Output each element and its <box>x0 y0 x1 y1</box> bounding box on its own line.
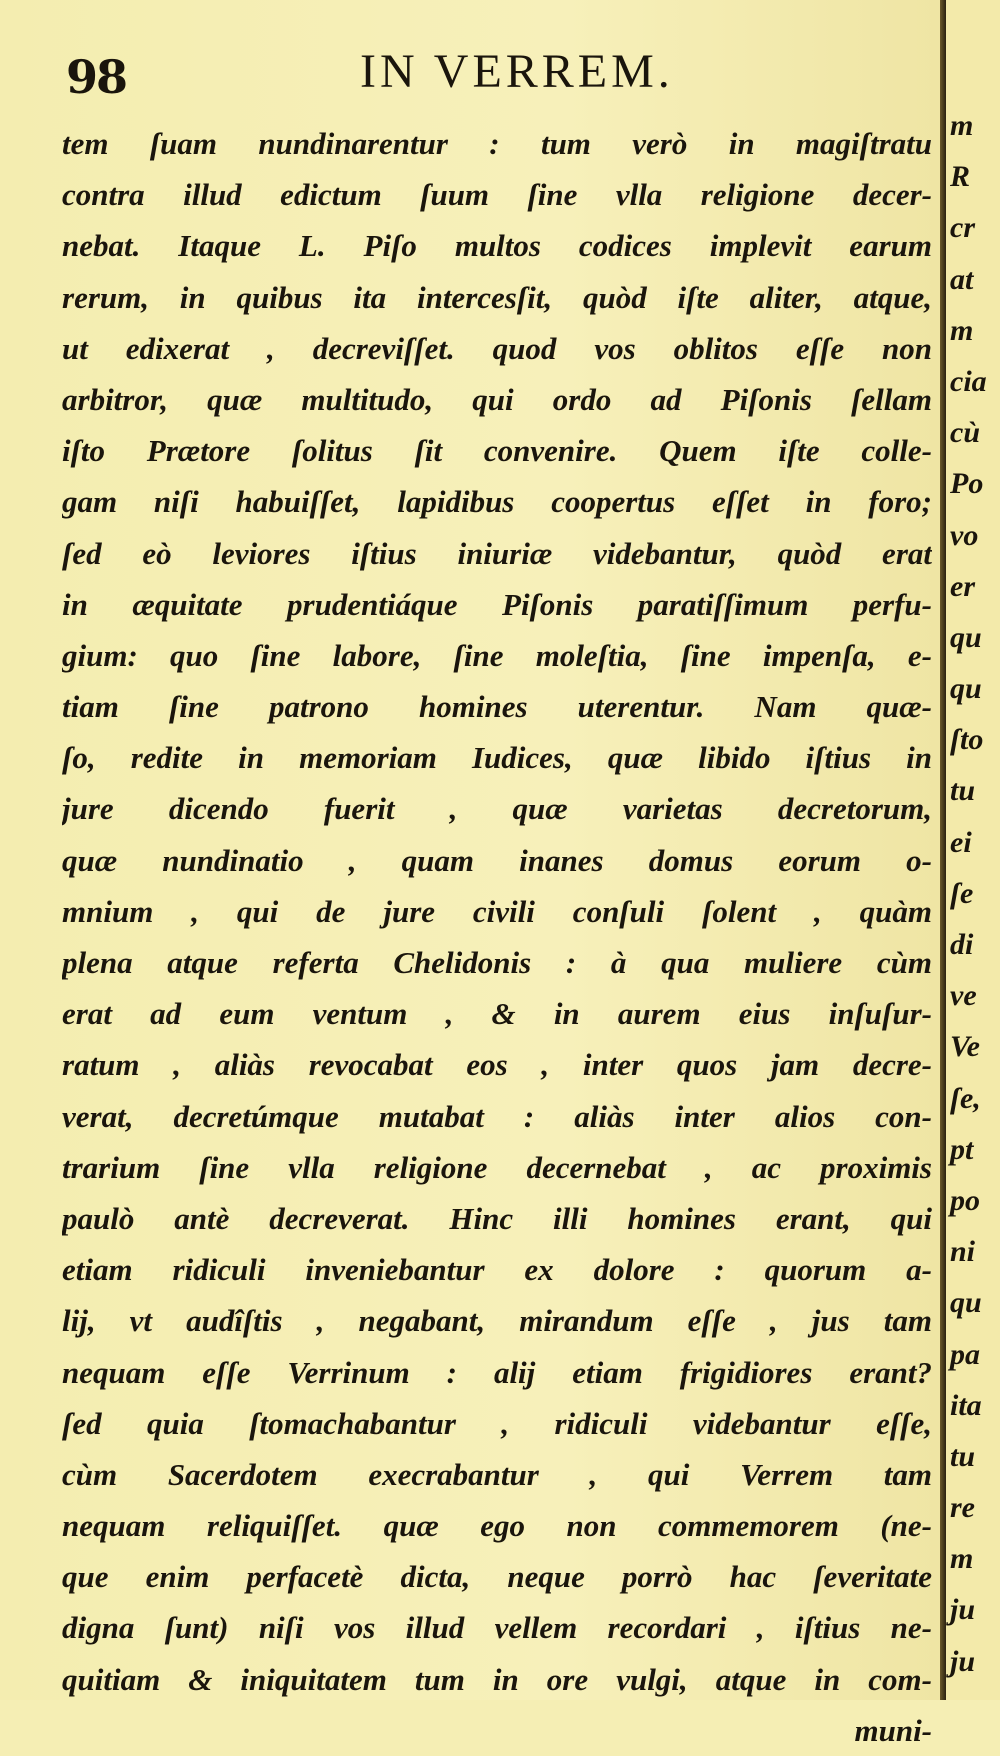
facing-page-fragment: pt <box>950 1132 974 1166</box>
facing-page-fragment: cia <box>950 364 987 398</box>
text-line: jure dicendo fuerit , quæ varietas decretorum, <box>62 791 932 827</box>
facing-page-fragment: m <box>950 1542 974 1576</box>
text-line: tiam ſine patrono homines uterentur. Nam quæ- <box>62 689 932 725</box>
page-header <box>60 40 930 110</box>
facing-page-fragment: R <box>950 160 971 194</box>
facing-page-fragment: at <box>950 262 974 296</box>
text-line: arbitror, quæ multitudo, qui ordo ad Piſonis ſellam <box>62 381 932 417</box>
body-text <box>62 118 932 1756</box>
text-line: mnium , qui de jure civili conſuli ſolent , quàm <box>62 893 932 929</box>
text-line: tem ſuam nundinarentur : tum verò in magiſtratu <box>62 126 932 161</box>
facing-page-fragment: po <box>950 1183 980 1217</box>
text-line: ſo, redite in memoriam Iudices, quæ libido iſtius in <box>62 740 932 776</box>
facing-page-fragment: re <box>950 1491 975 1525</box>
text-line: erat ad eum ventum , & in aurem eius inſuſur- <box>62 996 932 1032</box>
facing-page-fragment: m <box>950 109 974 142</box>
facing-page-fragment: cù <box>950 416 980 450</box>
facing-page-fragment: Ve <box>950 1030 980 1064</box>
facing-page-fragment: Po <box>950 467 984 501</box>
facing-page-fragment: vo <box>950 518 979 552</box>
text-line: nequam reliquiſſet. quæ ego non commemorem (ne- <box>62 1508 932 1544</box>
text-line: ſed eò leviores iſtius iniuriæ videbantur, quòd erat <box>62 535 932 571</box>
facing-page-fragment: ita <box>950 1388 982 1422</box>
text-line: in æquitate prudentiáque Piſonis paratiſſimum perfu- <box>62 586 932 622</box>
facing-page-fragment: ſe, <box>950 1081 981 1115</box>
facing-page-fragment: di <box>950 928 974 961</box>
text-line: gam niſi habuiſſet, lapidibus coopertus eſſet in foro; <box>62 484 932 520</box>
text-line: ratum , aliàs revocabat eos , inter quos jam decre- <box>62 1047 932 1083</box>
facing-page-fragment: ju <box>950 1644 976 1678</box>
text-line: quitiam & iniquitatem tum in ore vulgi, atque in com- <box>62 1661 932 1697</box>
facing-page-fragment: tu <box>950 774 976 808</box>
facing-page-fragment: qu <box>950 1286 982 1320</box>
facing-page-fragment: ju <box>950 1593 976 1627</box>
facing-page-fragment: ſe <box>950 876 974 910</box>
text-line: nebat. Itaque L. Piſo multos codices implevit earum <box>62 228 932 264</box>
text-line: nequam eſſe Verrinum : alij etiam frigidiores erant? <box>62 1354 932 1390</box>
facing-page-fragment: qu <box>950 672 982 706</box>
facing-page-fragment: er <box>950 569 975 603</box>
text-line: quæ nundinatio , quam inanes domus eorum o- <box>62 842 932 878</box>
text-line: cùm Sacerdotem execrabantur , qui Verrem tam <box>62 1456 932 1492</box>
facing-page-fragment: ve <box>950 979 977 1013</box>
text-line: etiam ridiculi inveniebantur ex dolore : quorum a- <box>62 1252 932 1288</box>
text-line: ſed quia ſtomachabantur , ridiculi videbantur eſſe, <box>62 1405 932 1441</box>
text-line: rerum, in quibus ita intercesſit, quòd iſte aliter, atque, <box>62 279 932 315</box>
text-line: muni- <box>854 1712 932 1748</box>
text-line: paulò antè decreverat. Hinc illi homines erant, qui <box>62 1200 932 1236</box>
facing-page-fragment: tu <box>950 1439 976 1473</box>
text-line: verat, decretúmque mutabat : aliàs inter alios con- <box>62 1098 932 1134</box>
facing-page-text <box>946 100 1000 1687</box>
text-line: contra illud edictum ſuum ſine vlla religione decer- <box>62 177 932 213</box>
text-line: iſto Prætore ſolitus ſit convenire. Quem iſte colle- <box>62 433 932 469</box>
text-line: plena atque referta Chelidonis : à qua muliere cùm <box>62 945 932 980</box>
text-line: que enim perfacetè dicta, neque porrò hac ſeveritate <box>62 1559 932 1595</box>
text-line: ut edixerat , decreviſſet. quod vos oblitos eſſe non <box>62 330 932 366</box>
facing-page-fragment: cr <box>950 211 975 245</box>
running-title: IN VERREM. <box>360 45 674 98</box>
facing-page-fragment: m <box>950 313 974 347</box>
page-number: 98 <box>66 50 127 104</box>
text-line: trarium ſine vlla religione decernebat , ac proximis <box>62 1149 932 1185</box>
facing-page-fragment: ei <box>950 825 972 859</box>
facing-page-fragment: qu <box>950 620 982 654</box>
facing-page-edge <box>946 0 1000 1700</box>
text-line: lij, vt audîſtis , negabant, mirandum eſſe , jus tam <box>62 1303 932 1339</box>
facing-page-fragment: pa <box>950 1337 980 1371</box>
text-line: gium: quo ſine labore, ſine moleſtia, ſine impenſa, e- <box>62 637 932 673</box>
facing-page-fragment: ni <box>950 1235 976 1269</box>
facing-page-fragment: ſto <box>950 723 984 757</box>
text-line: digna ſunt) niſi vos illud vellem recordari , iſtius ne- <box>62 1610 932 1646</box>
